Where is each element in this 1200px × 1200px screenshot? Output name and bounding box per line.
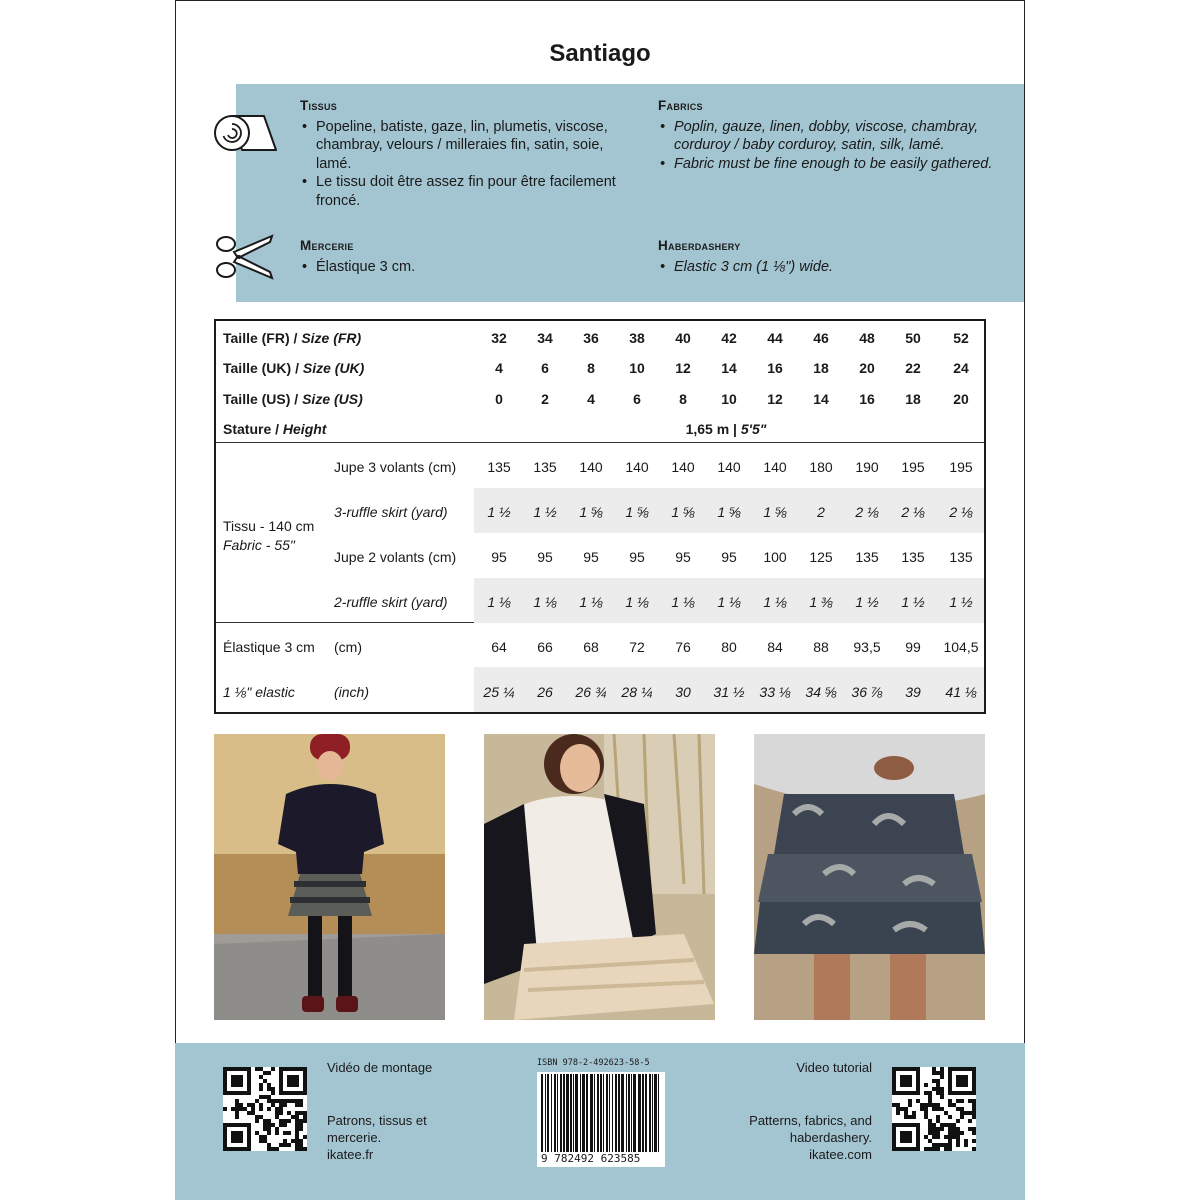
size-label-fr: Taille (FR): [223, 330, 290, 346]
table-cell: 14: [813, 391, 829, 407]
table-cell: 34 ⅝: [805, 684, 837, 700]
table-cell: 26: [537, 684, 553, 700]
table-cell: 1 ⅛: [533, 594, 557, 610]
size-label: [223, 360, 364, 376]
stature-value-metric: 1,65 m: [685, 421, 730, 437]
table-cell: 20: [953, 391, 969, 407]
table-cell: 95: [491, 549, 507, 565]
table-cell: 48: [859, 330, 875, 346]
fabric-row-label: 2-ruffle skirt (yard): [334, 594, 448, 610]
table-cell: 22: [905, 360, 921, 376]
table-cell: 180: [809, 459, 833, 475]
fabrics-fr: [300, 97, 635, 210]
table-cell: 33 ⅛: [759, 684, 791, 700]
table-cell: 40: [675, 330, 691, 346]
size-chart-table: [214, 319, 986, 714]
stature-value: [656, 421, 796, 437]
table-cell: 64: [491, 639, 507, 655]
isbn-barcode: [537, 1058, 665, 1167]
list-item: • Popeline, batiste, gaze, lin, plumetis, viscose, chambray, velours / milleraies fin, satin, soie, lamé.: [300, 118, 635, 174]
elastic-row-label: Élastique 3 cm: [223, 639, 315, 655]
list-item: • Élastique 3 cm.: [300, 258, 635, 277]
size-label-fr: Taille (US): [223, 391, 291, 407]
table-cell: 95: [675, 549, 691, 565]
table-cell: 95: [537, 549, 553, 565]
table-cell: 1 ⅛: [717, 594, 741, 610]
stature-value-imperial: 5'5": [740, 421, 767, 437]
table-cell: 10: [629, 360, 645, 376]
table-cell: 2: [817, 504, 825, 520]
table-cell: 1 ⅝: [717, 504, 741, 520]
stature-en: Height: [282, 421, 327, 437]
video-tutorial-en-link[interactable]: Video tutorial: [796, 1060, 872, 1075]
fabrics-en: [658, 97, 998, 173]
table-cell: 28 ¼: [621, 684, 653, 700]
table-cell: 135: [901, 549, 925, 565]
table-cell: 38: [629, 330, 645, 346]
table-cell: 66: [537, 639, 553, 655]
table-cell: 16: [859, 391, 875, 407]
size-label: [223, 391, 363, 407]
table-cell: 140: [625, 459, 649, 475]
stature-fr: Stature: [223, 421, 272, 437]
table-divider: [216, 442, 984, 443]
table-cell: 1 ⅛: [487, 594, 511, 610]
table-cell: 195: [901, 459, 925, 475]
fabric-group-fr: Tissu - 140 cm: [223, 518, 315, 534]
table-cell: 36: [583, 330, 599, 346]
fabric-group-label: [223, 517, 314, 555]
barcode-bars: [537, 1074, 665, 1152]
list-item: • Fabric must be fine enough to be easily gathered.: [658, 155, 998, 174]
table-cell: 6: [633, 391, 641, 407]
ean-number: 9 782492 623585: [541, 1152, 641, 1165]
table-cell: 30: [675, 684, 691, 700]
fabric-roll-icon: [212, 110, 278, 158]
video-tutorial-fr-link[interactable]: Vidéo de montage: [327, 1060, 433, 1075]
isbn-number: ISBN 978-2-492623-58-5: [537, 1058, 650, 1068]
fabric-row-label: Jupe 2 volants (cm): [334, 549, 457, 565]
table-cell: 14: [721, 360, 737, 376]
shop-text-en-line2: haberdashery.: [789, 1130, 872, 1145]
pattern-title: Santiago: [549, 40, 651, 67]
table-cell: 1 ⅛: [625, 594, 649, 610]
fabrics-fr-heading: Tissus: [300, 98, 338, 113]
table-cell: 1 ½: [533, 504, 557, 520]
table-cell: 4: [495, 360, 503, 376]
table-cell: 2 ⅛: [949, 504, 973, 520]
table-cell: 46: [813, 330, 829, 346]
size-label: [223, 330, 361, 346]
table-cell: 125: [809, 549, 833, 565]
table-cell: 76: [675, 639, 691, 655]
size-label-fr: Taille (UK): [223, 360, 292, 376]
table-cell: 104,5: [943, 639, 979, 655]
table-cell: 8: [679, 391, 687, 407]
shop-text-fr-line1: Patrons, tissus et: [327, 1113, 427, 1128]
table-cell: 140: [671, 459, 695, 475]
photo-model-street: [214, 734, 445, 1020]
list-item: • Poplin, gauze, linen, dobby, viscose, chambray, corduroy / baby corduroy, satin, silk, lamé.: [658, 118, 998, 155]
table-cell: 16: [767, 360, 783, 376]
notions-fr: [300, 237, 635, 276]
table-cell: 93,5: [853, 639, 881, 655]
table-cell: 1 ½: [487, 504, 511, 520]
table-cell: 68: [583, 639, 599, 655]
table-cell: 99: [905, 639, 921, 655]
slash: /: [291, 360, 303, 376]
fabrics-en-heading: Fabrics: [658, 98, 703, 113]
table-cell: 12: [767, 391, 783, 407]
table-cell: 0: [495, 391, 503, 407]
table-cell: 95: [583, 549, 599, 565]
table-cell: 95: [629, 549, 645, 565]
table-cell: 41 ⅛: [945, 684, 977, 700]
table-cell: 95: [721, 549, 737, 565]
fabric-row-label: Jupe 3 volants (cm): [334, 459, 457, 475]
table-cell: 1 ⅜: [809, 594, 833, 610]
table-cell: 140: [579, 459, 603, 475]
table-cell: 190: [855, 459, 879, 475]
fabric-row-label: 3-ruffle skirt (yard): [334, 504, 448, 520]
elastic-row-unit: (cm): [334, 639, 362, 655]
table-cell: 1 ⅝: [579, 504, 603, 520]
table-cell: 135: [949, 549, 973, 565]
table-cell: 10: [721, 391, 737, 407]
table-cell: 135: [855, 549, 879, 565]
elastic-row-unit: (inch): [334, 684, 370, 700]
table-cell: 2: [541, 391, 549, 407]
table-cell: 4: [587, 391, 595, 407]
photo-skirt-closeup: [754, 734, 985, 1020]
table-cell: 31 ½: [713, 684, 745, 700]
table-cell: 135: [533, 459, 557, 475]
table-cell: 1 ½: [901, 594, 925, 610]
table-cell: 1 ⅝: [671, 504, 695, 520]
elastic-row-label: 1 ⅛" elastic: [223, 684, 295, 700]
qr-code-fr[interactable]: [223, 1067, 307, 1151]
table-cell: 80: [721, 639, 737, 655]
notions-fr-heading: Mercerie: [300, 238, 354, 253]
fabric-group-en: Fabric - 55": [223, 537, 295, 553]
qr-code-en[interactable]: [892, 1067, 976, 1151]
photo-model-studio: [484, 734, 715, 1020]
table-cell: 18: [905, 391, 921, 407]
slash: /: [290, 391, 303, 407]
table-cell: 34: [537, 330, 553, 346]
table-cell: 1 ⅝: [763, 504, 787, 520]
table-cell: 32: [491, 330, 507, 346]
table-cell: 42: [721, 330, 737, 346]
table-cell: 52: [953, 330, 969, 346]
table-cell: 50: [905, 330, 921, 346]
table-cell: 72: [629, 639, 645, 655]
table-cell: 88: [813, 639, 829, 655]
table-cell: 25 ¼: [483, 684, 515, 700]
table-cell: 195: [949, 459, 973, 475]
shop-text-fr: [327, 1112, 427, 1163]
table-cell: 100: [763, 549, 787, 565]
site-fr-link[interactable]: ikatee.fr: [327, 1147, 374, 1162]
table-cell: 2 ⅛: [855, 504, 879, 520]
size-label-en: Size (UK): [302, 360, 365, 376]
slash: /: [271, 421, 283, 437]
table-cell: 1 ½: [949, 594, 973, 610]
table-cell: 39: [905, 684, 921, 700]
separator: |: [729, 421, 741, 437]
table-cell: 1 ⅛: [671, 594, 695, 610]
table-cell: 140: [717, 459, 741, 475]
stature-label: [223, 421, 326, 437]
shop-text-fr-line2: mercerie.: [327, 1130, 382, 1145]
table-cell: 1 ⅛: [579, 594, 603, 610]
list-item: • Le tissu doit être assez fin pour être facilement froncé.: [300, 173, 635, 210]
table-cell: 20: [859, 360, 875, 376]
table-cell: 2 ⅛: [901, 504, 925, 520]
table-cell: 24: [953, 360, 969, 376]
list-item: • Elastic 3 cm (1 ⅛") wide.: [658, 258, 998, 277]
notions-en-heading: Haberdashery: [658, 238, 741, 253]
table-cell: 44: [767, 330, 783, 346]
table-cell: 1 ⅝: [625, 504, 649, 520]
slash: /: [289, 330, 302, 346]
table-cell: 26 ¾: [575, 684, 607, 700]
table-cell: 8: [587, 360, 595, 376]
table-cell: 6: [541, 360, 549, 376]
site-en-link[interactable]: ikatee.com: [809, 1147, 872, 1162]
table-cell: 84: [767, 639, 783, 655]
table-cell: 135: [487, 459, 511, 475]
size-label-en: Size (FR): [301, 330, 362, 346]
shop-text-en-line1: Patterns, fabrics, and: [749, 1113, 872, 1128]
table-cell: 36 ⅞: [851, 684, 883, 700]
size-label-en: Size (US): [302, 391, 363, 407]
table-cell: 1 ⅛: [763, 594, 787, 610]
table-cell: 1 ½: [855, 594, 879, 610]
table-cell: 140: [763, 459, 787, 475]
table-cell: 12: [675, 360, 691, 376]
scissors-icon: [214, 232, 276, 282]
table-cell: 18: [813, 360, 829, 376]
notions-en: [658, 237, 998, 276]
shop-text-en: [724, 1112, 872, 1163]
